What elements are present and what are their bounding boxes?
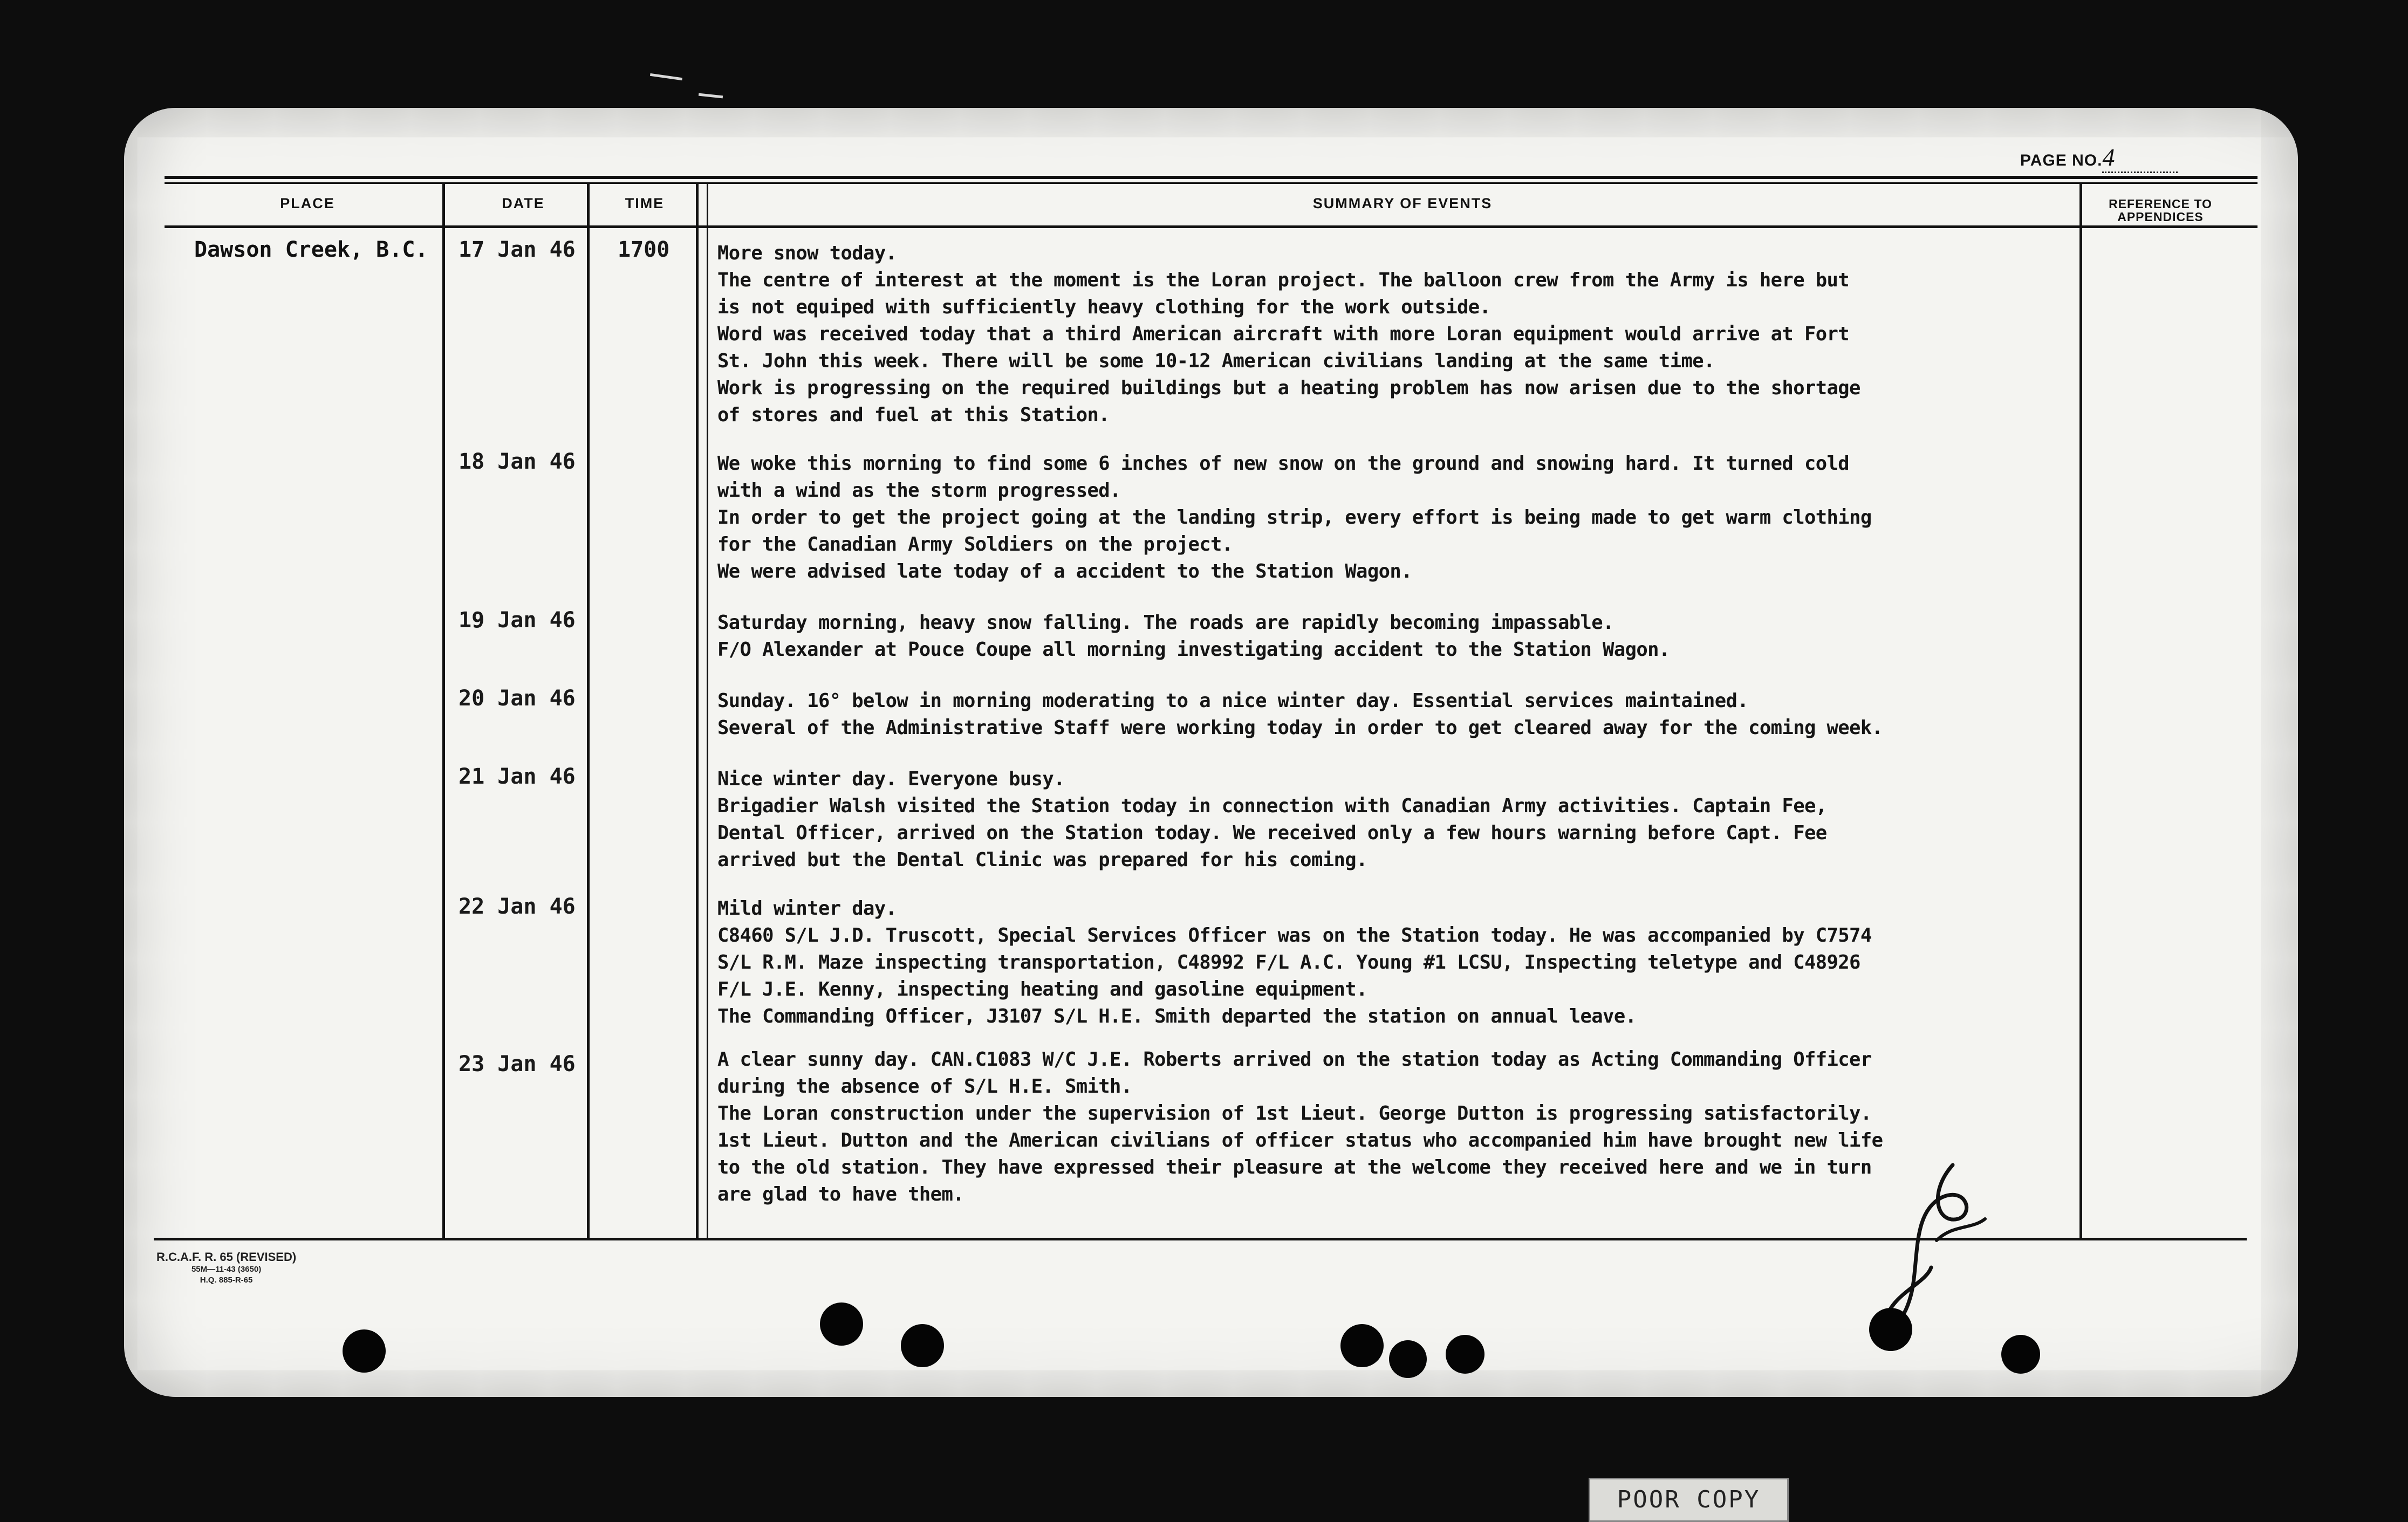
entry-line: Dental Officer, arrived on the Station today. We received only a few hours warning before Capt. Fee bbox=[717, 822, 1827, 844]
entry-date: 19 Jan 46 bbox=[459, 608, 576, 633]
punch-hole bbox=[820, 1302, 863, 1346]
entry-line: The Commanding Officer, J3107 S/L H.E. Smith departed the station on annual leave. bbox=[717, 1005, 1637, 1027]
entry-summary bbox=[717, 240, 2098, 429]
entry-line: Brigadier Walsh visited the Station today in connection with Canadian Army activities. Captain Fee, bbox=[717, 795, 1827, 817]
entry-summary bbox=[717, 609, 2098, 663]
punch-hole bbox=[901, 1324, 944, 1367]
header-time: TIME bbox=[625, 195, 665, 211]
punch-hole bbox=[1389, 1340, 1427, 1378]
poor-copy-stamp: POOR COPY bbox=[1589, 1478, 1789, 1522]
entry-date: 17 Jan 46 bbox=[459, 237, 576, 262]
entry-summary bbox=[717, 766, 2098, 874]
entry-date: 18 Jan 46 bbox=[459, 449, 576, 474]
header-reference-line2: APPENDICES bbox=[2117, 210, 2204, 224]
entry-date: 21 Jan 46 bbox=[459, 764, 576, 789]
header-date: DATE bbox=[502, 195, 545, 211]
entry-line: A clear sunny day. CAN.C1083 W/C J.E. Roberts arrived on the station today as Acting Commanding Officer bbox=[717, 1048, 1872, 1071]
column-divider-place bbox=[442, 182, 445, 1239]
top-rule bbox=[165, 176, 2258, 179]
entry-line: during the absence of S/L H.E. Smith. bbox=[717, 1075, 1132, 1098]
entry-line: S/L R.M. Maze inspecting transportation, C48992 F/L A.C. Young #1 LCSU, Inspecting teletype and C48926 bbox=[717, 951, 1860, 973]
form-number-line1: R.C.A.F. R. 65 (REVISED) bbox=[156, 1250, 297, 1264]
entry-line: More snow today. bbox=[717, 242, 897, 264]
entry-summary bbox=[717, 895, 2098, 1030]
entry-date: 23 Jan 46 bbox=[459, 1052, 576, 1077]
entry-line: We were advised late today of a accident to the Station Wagon. bbox=[717, 560, 1412, 582]
entry-line: In order to get the project going at the landing strip, every effort is being made to get warm clothing bbox=[717, 506, 1872, 529]
page-number-label: PAGE NO. bbox=[2020, 152, 2103, 169]
page-number bbox=[2020, 143, 2178, 173]
entry-line: C8460 S/L J.D. Truscott, Special Services Officer was on the Station today. He was accompanied by C7574 bbox=[717, 924, 1872, 947]
punch-hole bbox=[1869, 1308, 1912, 1351]
entry-line: Nice winter day. Everyone busy. bbox=[717, 768, 1065, 790]
entry-line: St. John this week. There will be some 10-12 American civilians landing at the same time. bbox=[717, 350, 1715, 372]
place-value: Dawson Creek, B.C. bbox=[194, 237, 428, 262]
entry-line: for the Canadian Army Soldiers on the project. bbox=[717, 533, 1233, 556]
header-place: PLACE bbox=[280, 195, 335, 211]
punch-hole bbox=[1446, 1335, 1485, 1374]
entry-line: Mild winter day. bbox=[717, 897, 897, 920]
entry-line: arrived but the Dental Clinic was prepared for his coming. bbox=[717, 849, 1367, 871]
column-divider-date bbox=[587, 182, 590, 1239]
entry-line: is not equiped with sufficiently heavy clothing for the work outside. bbox=[717, 296, 1491, 318]
entry-line: of stores and fuel at this Station. bbox=[717, 404, 1110, 426]
entry-summary bbox=[717, 688, 2098, 742]
punch-hole bbox=[2001, 1335, 2040, 1374]
entry-summary bbox=[717, 450, 2098, 585]
entry-line: We woke this morning to find some 6 inches of new snow on the ground and snowing hard. It turned cold bbox=[717, 453, 1850, 475]
form-number-line2: 55M—11-43 (3650) bbox=[191, 1265, 262, 1274]
header-reference bbox=[2088, 197, 2233, 223]
entry-date: 20 Jan 46 bbox=[459, 686, 576, 711]
entry-line: F/L J.E. Kenny, inspecting heating and gasoline equipment. bbox=[717, 978, 1367, 1000]
entry-line: The centre of interest at the moment is the Loran project. The balloon crew from the Army is here but bbox=[717, 269, 1850, 291]
entry-line: Word was received today that a third American aircraft with more Loran equipment would arrive at Fort bbox=[717, 323, 1850, 345]
form-number bbox=[156, 1250, 296, 1286]
column-divider-time bbox=[696, 182, 699, 1239]
entry-date: 22 Jan 46 bbox=[459, 894, 576, 919]
punch-hole bbox=[1340, 1324, 1384, 1367]
entry-line: with a wind as the storm progressed. bbox=[717, 479, 1121, 502]
entry-line: 1st Lieut. Dutton and the American civilians of officer status who accompanied him have brought new life bbox=[717, 1129, 1883, 1151]
film-scratch bbox=[650, 73, 682, 80]
entry-line: The Loran construction under the supervision of 1st Lieut. George Dutton is progressing satisfactorily. bbox=[717, 1102, 1872, 1125]
entry-line: Sunday. 16° below in morning moderating to a nice winter day. Essential services maintained. bbox=[717, 690, 1749, 712]
column-divider-summary bbox=[707, 182, 708, 1239]
header-rule bbox=[165, 225, 2258, 228]
top-rule-thin bbox=[165, 182, 2258, 184]
entry-line: Several of the Administrative Staff were working today in order to get cleared away for the coming week. bbox=[717, 717, 1883, 739]
film-scratch bbox=[699, 93, 723, 99]
entry-line: are glad to have them. bbox=[717, 1183, 964, 1205]
header-reference-line1: REFERENCE TO bbox=[2109, 197, 2212, 211]
time-value: 1700 bbox=[618, 237, 670, 262]
entry-line: to the old station. They have expressed their pleasure at the welcome they received here and we in turn bbox=[717, 1156, 1872, 1178]
form-number-line3: H.Q. 885-R-65 bbox=[200, 1276, 253, 1285]
punch-hole bbox=[343, 1329, 386, 1373]
entry-line: Saturday morning, heavy snow falling. The roads are rapidly becoming impassable. bbox=[717, 612, 1614, 634]
entry-line: Work is progressing on the required buildings but a heating problem has now arisen due to the shortage bbox=[717, 377, 1860, 399]
page-number-value: 4 bbox=[2102, 143, 2178, 173]
entry-line: F/O Alexander at Pouce Coupe all morning investigating accident to the Station Wagon. bbox=[717, 639, 1670, 661]
header-summary: SUMMARY OF EVENTS bbox=[1312, 195, 1493, 211]
